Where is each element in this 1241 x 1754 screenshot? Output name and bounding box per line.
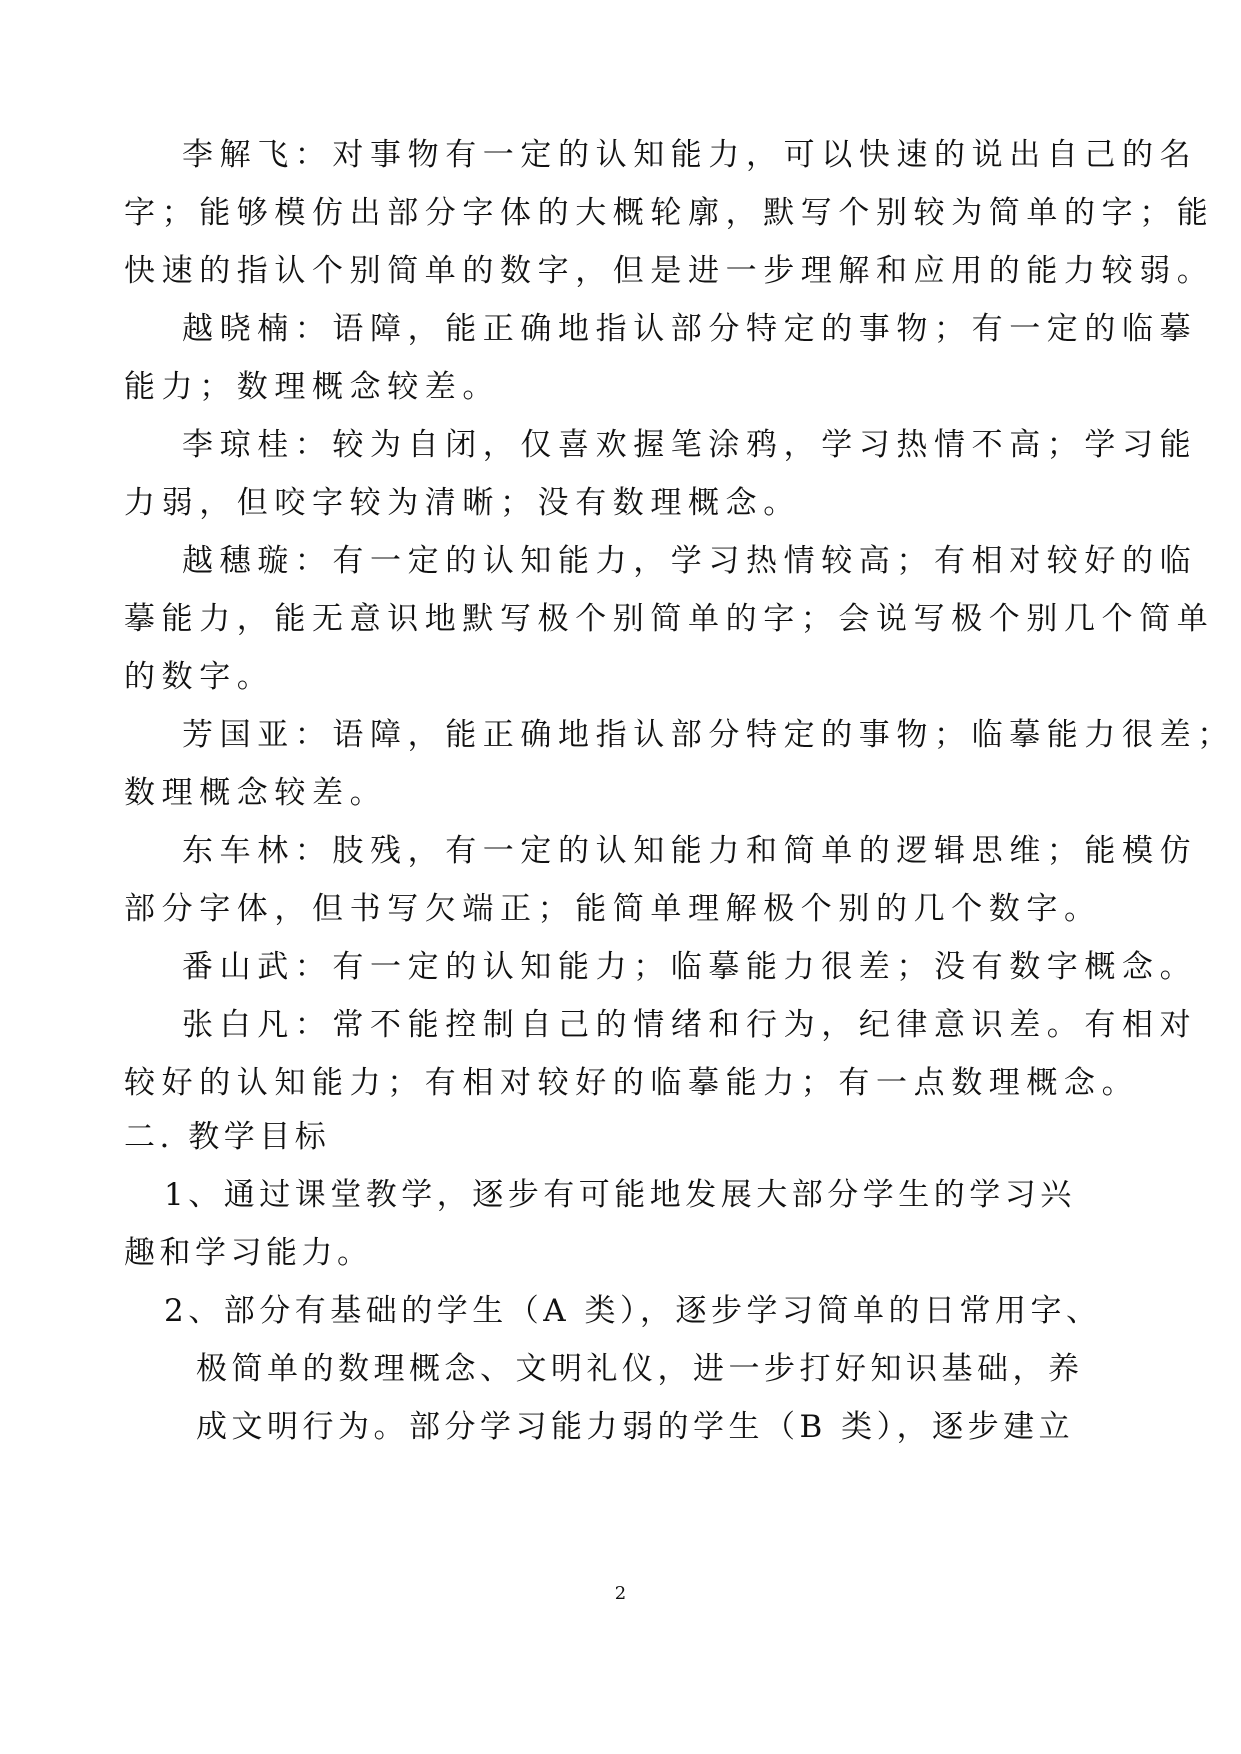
goal-1-line-1: 1、通过课堂教学，逐步有可能地发展大部分学生的学习兴	[164, 1177, 1076, 1213]
profile-8-line-1: 张白凡：常不能控制自己的情绪和行为，纪律意识差。有相对	[182, 1007, 1198, 1043]
profile-5-line-2: 数理概念较差。	[124, 775, 388, 811]
section-heading: 二. 教学目标	[124, 1119, 331, 1155]
profile-3-line-2: 力弱，但咬字较为清晰；没有数理概念。	[124, 485, 801, 521]
profile-4-line-2: 摹能力，能无意识地默写极个别简单的字；会说写极个别几个简单	[124, 601, 1215, 637]
profile-4-line-3: 的数字。	[124, 659, 275, 695]
profile-1-line-2: 字；能够模仿出部分字体的大概轮廓，默写个别较为简单的字；能	[124, 195, 1215, 231]
page-number: 2	[614, 1583, 627, 1604]
profile-6-line-1: 东车林：肢残，有一定的认知能力和简单的逻辑思维；能模仿	[182, 833, 1198, 869]
profile-1-line-1: 李解飞：对事物有一定的认知能力，可以快速的说出自己的名	[182, 137, 1198, 173]
goal-2-line-1: 2、部分有基础的学生（A 类），逐步学习简单的日常用字、	[164, 1293, 1102, 1329]
profile-2-line-1: 越晓楠：语障，能正确地指认部分特定的事物；有一定的临摹	[182, 311, 1198, 347]
profile-4-line-1: 越穗璇：有一定的认知能力，学习热情较高；有相对较好的临	[182, 543, 1198, 579]
goal-1-line-2: 趣和学习能力。	[124, 1235, 373, 1271]
goal-2-line-2: 极简单的数理概念、文明礼仪，进一步打好知识基础，养	[196, 1351, 1084, 1387]
profile-5-line-1: 芳国亚：语障，能正确地指认部分特定的事物；临摹能力很差；	[182, 717, 1235, 753]
profile-2-line-2: 能力；数理概念较差。	[124, 369, 500, 405]
profile-1-line-3: 快速的指认个别简单的数字，但是进一步理解和应用的能力较弱。	[124, 253, 1215, 289]
profile-3-line-1: 李琼桂：较为自闭，仅喜欢握笔涂鸦，学习热情不高；学习能	[182, 427, 1198, 463]
profile-8-line-2: 较好的认知能力；有相对较好的临摹能力；有一点数理概念。	[124, 1065, 1140, 1101]
profile-7-line-1: 番山武：有一定的认知能力；临摹能力很差；没有数字概念。	[182, 949, 1198, 985]
goal-2-line-3: 成文明行为。部分学习能力弱的学生（B 类），逐步建立	[196, 1409, 1075, 1445]
profile-6-line-2: 部分字体，但书写欠端正；能简单理解极个别的几个数字。	[124, 891, 1102, 927]
